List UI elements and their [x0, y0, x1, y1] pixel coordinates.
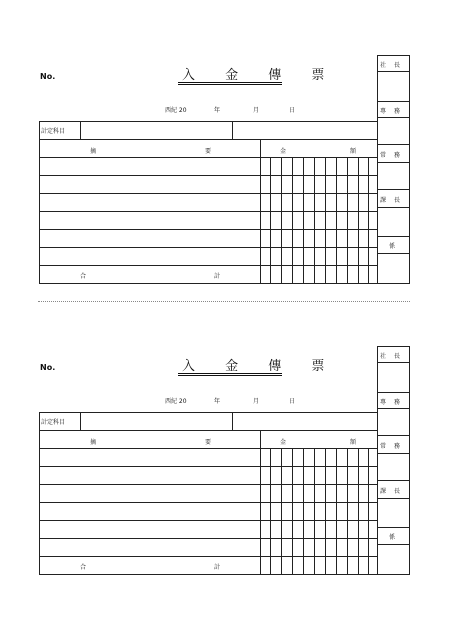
voucher-number-label: No.: [40, 72, 56, 81]
description-field[interactable]: [40, 176, 260, 193]
approval-stamp-box[interactable]: [378, 118, 409, 144]
date-year-label: 年: [214, 398, 221, 405]
approval-label-president: 社 長: [380, 62, 402, 69]
approval-label-managing-director: 常 務: [380, 443, 402, 450]
date-era: 西紀 20: [165, 107, 187, 114]
column-description-char1: 摘: [90, 148, 97, 155]
account-title-field[interactable]: [81, 122, 232, 139]
approval-bottom-border: [377, 283, 410, 284]
account-row-bottom: [39, 430, 377, 431]
approval-stamp-box[interactable]: [378, 454, 409, 480]
digit-column-line: [358, 158, 359, 284]
approval-stamp-box[interactable]: [378, 208, 409, 236]
deposit-voucher: [0, 291, 450, 591]
digit-column-line: [336, 449, 337, 575]
digit-column-line: [292, 158, 293, 284]
approval-divider: [377, 480, 410, 481]
approval-divider: [377, 189, 410, 190]
approval-stamp-box[interactable]: [378, 254, 409, 283]
digit-column-line: [270, 158, 271, 284]
digit-column-line: [336, 158, 337, 284]
column-description-char2: 要: [205, 439, 212, 446]
approval-divider: [377, 435, 410, 436]
description-field[interactable]: [40, 467, 260, 484]
approval-bottom-border: [377, 574, 410, 575]
account-title-label: 計定科目: [41, 128, 66, 135]
row-line: [39, 556, 377, 557]
digit-column-line: [303, 449, 304, 575]
description-field[interactable]: [40, 503, 260, 520]
digit-column-line: [314, 158, 315, 284]
column-amount-char2: 額: [350, 148, 357, 155]
approval-divider: [377, 101, 410, 102]
date-month-label: 月: [253, 398, 260, 405]
approval-stamp-box[interactable]: [378, 163, 409, 189]
account-value-divider: [232, 121, 233, 139]
approval-right-border: [409, 346, 410, 575]
digit-column-line: [347, 158, 348, 284]
account-title-label: 計定科目: [41, 419, 66, 426]
approval-label-senior-director: 專 務: [380, 108, 402, 115]
approval-stamp-box[interactable]: [378, 409, 409, 435]
approval-right-border: [409, 55, 410, 284]
row-line: [39, 265, 377, 266]
digit-column-line: [281, 449, 282, 575]
approval-label-managing-director: 常 務: [380, 152, 402, 159]
column-amount-char1: 金: [280, 148, 287, 155]
account-title-field[interactable]: [81, 413, 232, 430]
digit-column-line: [347, 449, 348, 575]
table-bottom-border: [39, 574, 377, 575]
account-row-bottom: [39, 139, 377, 140]
table-bottom-border: [39, 283, 377, 284]
approval-top-border: [377, 346, 410, 347]
digit-column-line: [270, 449, 271, 575]
digit-column-line: [368, 449, 369, 575]
description-field[interactable]: [40, 212, 260, 229]
digit-column-line: [325, 449, 326, 575]
title-underline-double: [178, 84, 282, 85]
description-field[interactable]: [40, 521, 260, 538]
approval-divider: [377, 236, 410, 237]
column-description-char2: 要: [205, 148, 212, 155]
digit-column-line: [292, 449, 293, 575]
approval-label-section-chief: 課 長: [380, 488, 402, 495]
cut-line-separator: [38, 301, 410, 302]
description-field[interactable]: [40, 539, 260, 556]
title-underline: [178, 373, 282, 374]
account-value-divider: [232, 412, 233, 430]
total-label-char1: 合: [80, 564, 87, 571]
digit-column-line: [281, 158, 282, 284]
digit-column-line: [325, 158, 326, 284]
description-field[interactable]: [40, 485, 260, 502]
digit-column-line: [303, 158, 304, 284]
approval-label-senior-director: 專 務: [380, 399, 402, 406]
approval-stamp-box[interactable]: [378, 499, 409, 527]
approval-stamp-box[interactable]: [378, 363, 409, 392]
approval-label-section-chief: 課 長: [380, 197, 402, 204]
description-field[interactable]: [40, 449, 260, 466]
digit-column-line: [358, 449, 359, 575]
voucher-number-label: No.: [40, 363, 56, 372]
column-amount-char2: 額: [350, 439, 357, 446]
description-field[interactable]: [40, 194, 260, 211]
digit-column-line: [314, 449, 315, 575]
date-day-label: 日: [289, 107, 296, 114]
voucher-title: 入 金 傳 票: [182, 68, 338, 83]
approval-label-president: 社 長: [380, 353, 402, 360]
date-year-label: 年: [214, 107, 221, 114]
digit-column-line: [368, 158, 369, 284]
description-field[interactable]: [40, 230, 260, 247]
total-label-char1: 合: [80, 273, 87, 280]
approval-divider: [377, 144, 410, 145]
title-underline: [178, 82, 282, 83]
column-description-char1: 摘: [90, 439, 97, 446]
approval-stamp-box[interactable]: [378, 72, 409, 101]
approval-label-clerk: 係: [389, 534, 397, 541]
voucher-title: 入 金 傳 票: [182, 359, 338, 374]
description-field[interactable]: [40, 158, 260, 175]
date-era: 西紀 20: [165, 398, 187, 405]
column-amount-char1: 金: [280, 439, 287, 446]
approval-label-clerk: 係: [389, 243, 397, 250]
title-underline-double: [178, 375, 282, 376]
approval-stamp-box[interactable]: [378, 545, 409, 574]
description-field[interactable]: [40, 248, 260, 265]
total-label-char2: 計: [214, 564, 221, 571]
date-day-label: 日: [289, 398, 296, 405]
deposit-voucher: [0, 0, 450, 300]
approval-divider: [377, 392, 410, 393]
date-month-label: 月: [253, 107, 260, 114]
approval-top-border: [377, 55, 410, 56]
approval-divider: [377, 527, 410, 528]
total-label-char2: 計: [214, 273, 221, 280]
